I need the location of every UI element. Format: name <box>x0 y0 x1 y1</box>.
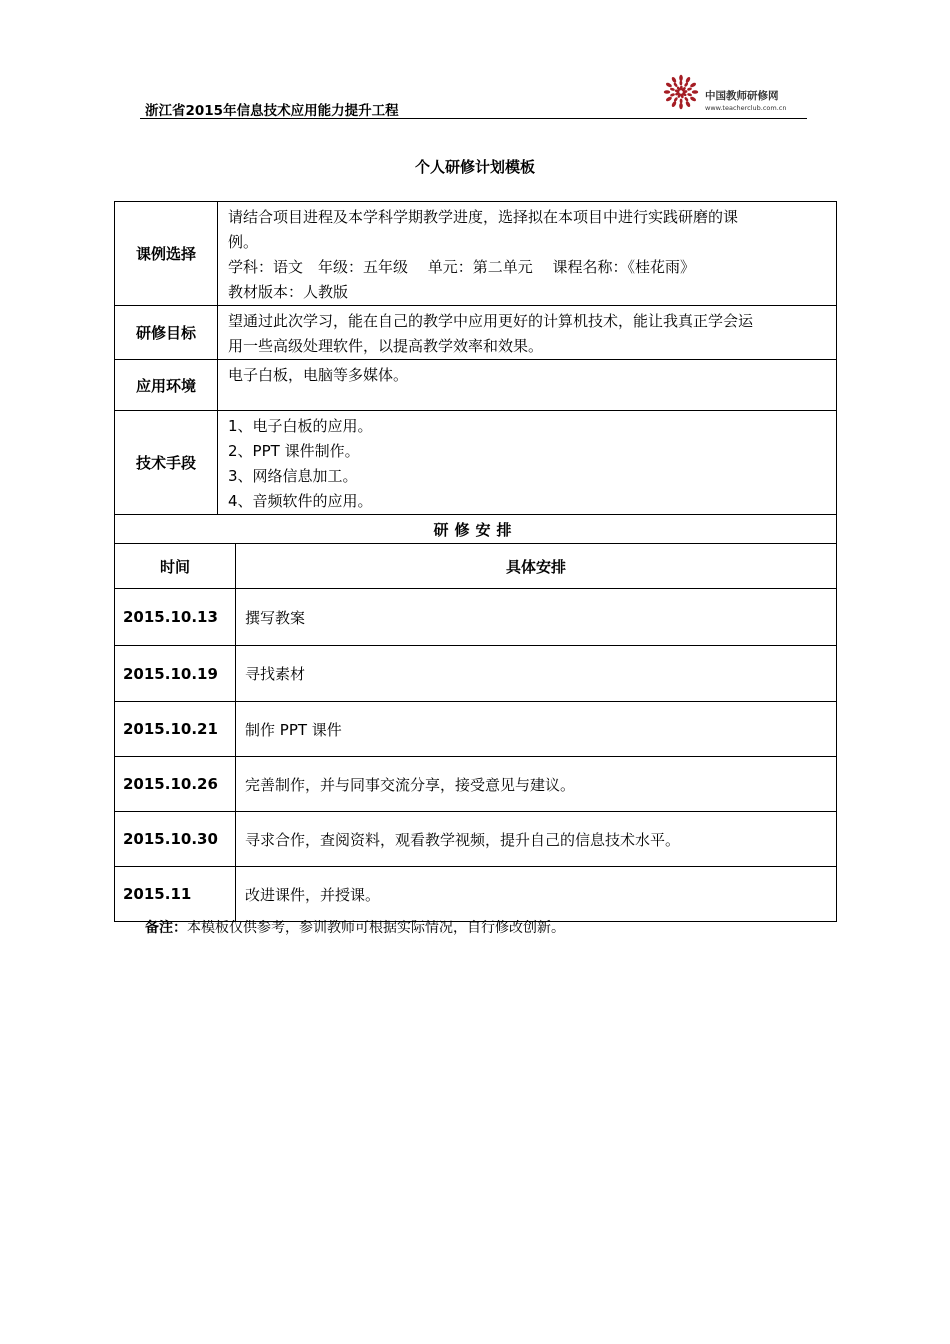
info-row-line: 望通过此次学习，能在自己的教学中应用更好的计算机技术，能让我真正学会运 <box>228 312 754 330</box>
info-row-line: 1、电子白板的应用。 <box>228 417 373 435</box>
schedule-row <box>115 702 837 757</box>
logo-petal <box>670 93 675 97</box>
logo-petal <box>665 96 672 102</box>
info-row-content <box>218 202 837 306</box>
logo-petal <box>670 87 675 91</box>
schedule-date: 2015.10.26 <box>115 757 236 812</box>
footnote-text: 本模板仅供参考，参训教师可根据实际情况，自行修改创新。 <box>187 920 565 936</box>
logo-petal <box>684 82 689 88</box>
info-row-content <box>218 306 837 360</box>
info-row-line: 电子白板，电脑等多媒体。 <box>228 366 409 384</box>
footnote <box>145 917 565 937</box>
schedule-date: 2015.10.21 <box>115 702 236 757</box>
schedule-task: 制作 PPT 课件 <box>236 702 837 757</box>
schedule-section-title: 研修安排 <box>115 515 837 544</box>
schedule-date: 2015.10.13 <box>115 589 236 646</box>
schedule-row <box>115 757 837 812</box>
logo-petal <box>671 76 677 83</box>
schedule-row <box>115 867 837 922</box>
info-row <box>115 202 837 306</box>
logo-petal <box>664 90 670 94</box>
logo-petal <box>689 82 696 88</box>
info-row-label: 应用环境 <box>115 360 218 411</box>
info-row-line: 3、网络信息加工。 <box>228 467 358 485</box>
plan-column-header: 具体安排 <box>236 544 837 589</box>
info-row <box>115 411 837 515</box>
logo-petal <box>689 96 696 102</box>
info-row-label: 技术手段 <box>115 411 218 515</box>
logo-petal <box>687 87 692 91</box>
logo-petal <box>685 76 691 83</box>
logo-petal <box>671 100 677 107</box>
info-row <box>115 360 837 411</box>
schedule-date: 2015.10.30 <box>115 812 236 867</box>
logo-petal <box>665 82 672 88</box>
info-row-label: 课例选择 <box>115 202 218 306</box>
info-row-line: 例。 <box>228 233 259 251</box>
logo-flower-icon <box>657 68 705 112</box>
schedule-task: 改进课件，并授课。 <box>236 867 837 922</box>
info-row-line: 4、音频软件的应用。 <box>228 492 373 510</box>
study-plan-table <box>114 201 837 922</box>
logo-petal <box>687 93 692 97</box>
schedule-date: 2015.11 <box>115 867 236 922</box>
schedule-task: 完善制作，并与同事交流分享，接受意见与建议。 <box>236 757 837 812</box>
schedule-section-row <box>115 515 837 544</box>
info-row-line: 2、PPT 课件制作。 <box>228 442 360 460</box>
logo-petal <box>692 90 698 94</box>
logo-url: www.teacherclub.com.cn <box>705 104 787 112</box>
schedule-row <box>115 812 837 867</box>
schedule-row <box>115 589 837 646</box>
info-row-line: 用一些高级处理软件，以提高教学效率和效果。 <box>228 337 544 355</box>
info-row-content <box>218 411 837 515</box>
document-title: 个人研修计划模板 <box>414 158 535 176</box>
info-row <box>115 306 837 360</box>
info-row-line: 教材版本：人教版 <box>228 283 349 301</box>
info-row-content <box>218 360 837 411</box>
schedule-task: 撰写教案 <box>236 589 837 646</box>
logo-petal <box>680 99 683 104</box>
logo-petal <box>673 97 678 103</box>
info-row-label: 研修目标 <box>115 306 218 360</box>
schedule-date: 2015.10.19 <box>115 646 236 702</box>
header-divider <box>140 118 807 119</box>
logo-petal <box>679 81 682 86</box>
project-title: 浙江省2015年信息技术应用能力提升工程 <box>145 103 399 119</box>
info-row-line: 请结合项目进程及本学科学期教学进度，选择拟在本项目中进行实践研磨的课 <box>228 208 739 226</box>
footnote-label: 备注： <box>145 920 187 936</box>
teacherclub-logo <box>657 68 807 116</box>
schedule-row <box>115 646 837 702</box>
logo-name: 中国教师研修网 <box>705 90 779 102</box>
schedule-task: 寻求合作，查阅资料，观看教学视频，提升自己的信息技术水平。 <box>236 812 837 867</box>
logo-petal <box>679 103 683 109</box>
logo-petal <box>684 96 689 102</box>
schedule-header-row <box>115 544 837 589</box>
logo-petal <box>679 75 683 81</box>
schedule-task: 寻找素材 <box>236 646 837 702</box>
logo-petal <box>685 100 691 107</box>
info-row-line: 学科：语文 年级：五年级 单元：第二单元 课程名称：《桂花雨》 <box>228 258 696 276</box>
time-column-header: 时间 <box>115 544 236 589</box>
